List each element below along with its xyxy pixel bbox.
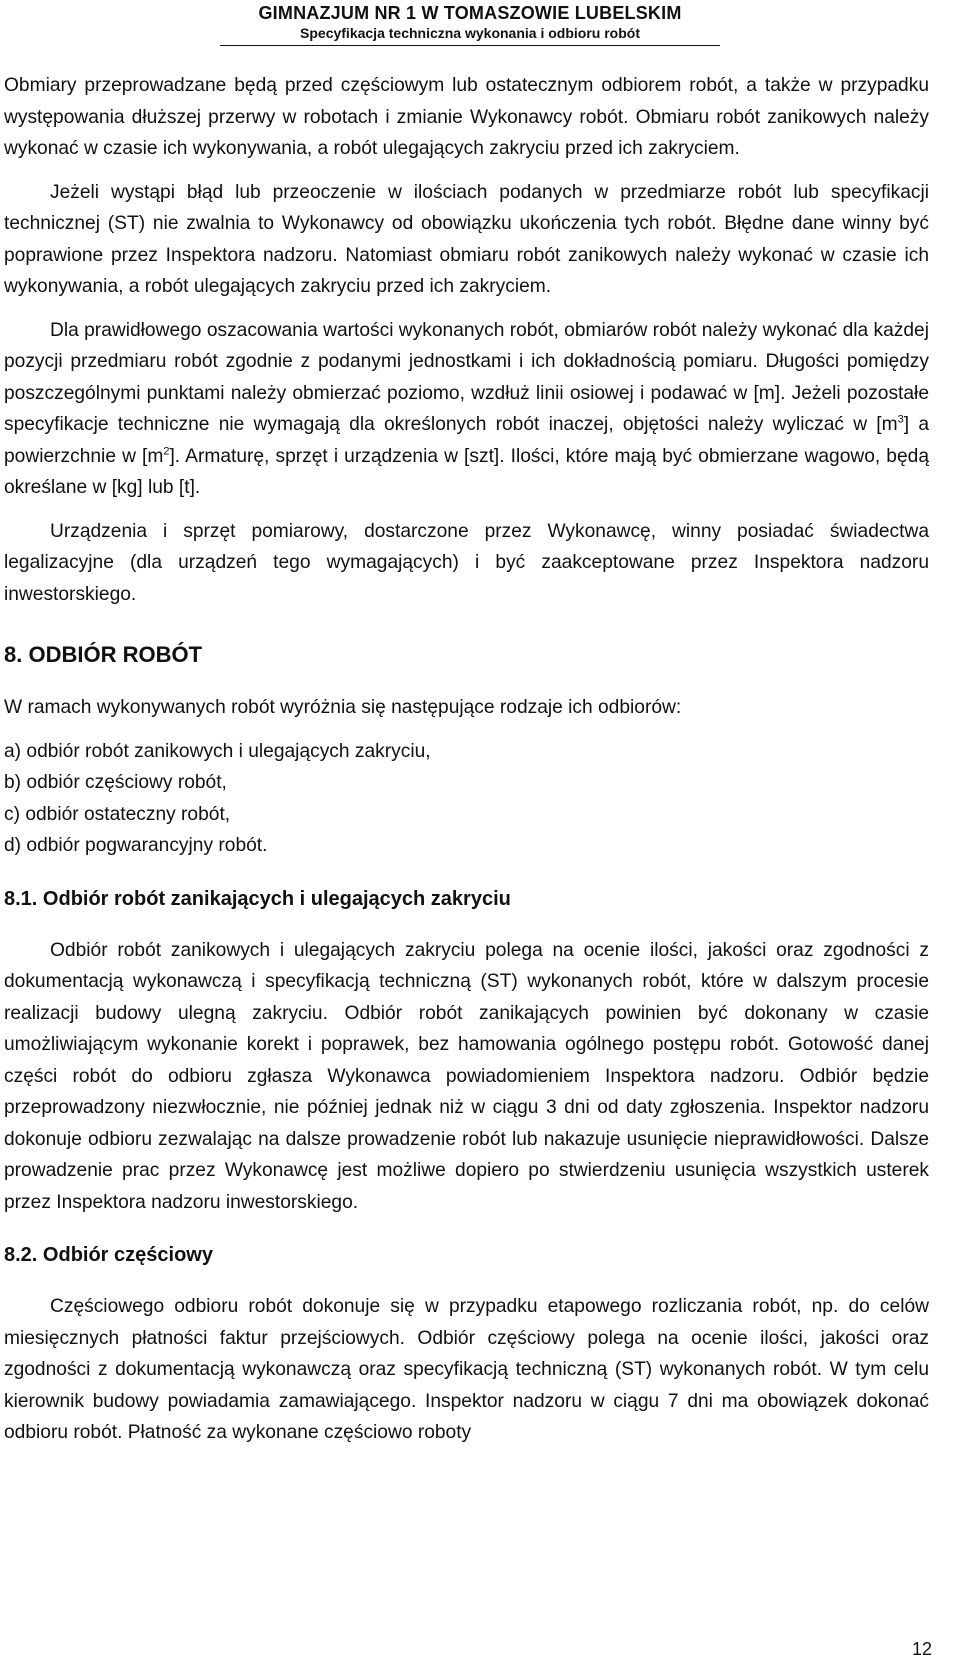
paragraph-errors-in-quantities: Jeżeli wystąpi błąd lub przeoczenie w ilościach podanych w przedmiarze robót lub specyfikacji technicznej (ST) nie zwalnia to Wykonawcy od obowiązku ukończenia tych robót. Błędne dane winny być poprawione przez Inspektora nadzoru. Natomiast obmiaru robót zanikowych należy wykonać w czasie ich wykonywania, a robót ulegających zakryciu przed ich zakryciem. bbox=[4, 181, 929, 297]
paragraph-acceptance-types-intro: W ramach wykonywanych robót wyróżnia się następujące rodzaje ich odbiorów: bbox=[4, 697, 682, 718]
list-item: b) odbiór częściowy robót, bbox=[4, 772, 227, 793]
page-number: 12 bbox=[911, 1639, 932, 1659]
list-item: d) odbiór pogwarancyjny robót. bbox=[4, 835, 268, 856]
header-school-name: GIMNAZJUM NR 1 W TOMASZOWIE LUBELSKIM bbox=[258, 3, 682, 23]
section-8-2-heading: 8.2. Odbiór częściowy bbox=[4, 1244, 213, 1266]
units-superscript-cubic: 3 bbox=[897, 413, 904, 426]
paragraph-measuring-equipment: Urządzenia i sprzęt pomiarowy, dostarczone przez Wykonawcę, winny posiadać świadectwa legalizacyjne (dla urządzeń tego wymagających) i być zaakceptowane przez Inspektora nadzoru inwestorskiego. bbox=[4, 520, 929, 605]
list-item: c) odbiór ostateczny robót, bbox=[4, 803, 231, 825]
list-item: a) odbiór robót zanikowych i ulegających zakryciu, bbox=[4, 740, 431, 762]
page-header bbox=[220, 2, 720, 46]
document-body bbox=[4, 70, 929, 1449]
section-8-1-heading: 8.1. Odbiór robót zanikających i ulegających zakryciu bbox=[4, 887, 511, 910]
acceptance-types-list bbox=[4, 736, 929, 862]
paragraph-measurement-units bbox=[4, 315, 929, 504]
paragraph-partial-acceptance: Częściowego odbioru robót dokonuje się w przypadku etapowego rozliczania robót, np. do celów miesięcznych płatności faktur przejściowych. Odbiór częściowy polega na ocenie ilości, jakości oraz zgodności z dokumentacją wykonawczą oraz specyfikacją techniczną (ST) wykonanych robót. W tym celu kierownik budowy powiadamia zamawiającego. Inspektor nadzoru w ciągu 7 dni ma obowiązek dokonać odbioru robót. Płatność za wykonane częściowo roboty bbox=[4, 1296, 929, 1443]
units-text-part-2: ] a powierzchnie w [m bbox=[4, 414, 929, 467]
section-8-heading: 8. ODBIÓR ROBÓT bbox=[4, 642, 203, 667]
paragraph-measurements-timing: Obmiary przeprowadzane będą przed częściowym lub ostatecznym odbiorem robót, a także w przypadku występowania dłuższej przerwy w robotach i zmianie Wykonawcy robót. Obmiaru robót zanikowych należy wykonać w czasie ich wykonywania, a robót ulegających zakryciu przed ich zakryciem. bbox=[4, 75, 929, 159]
header-spec-title: Specyfikacja techniczna wykonania i odbioru robót bbox=[220, 25, 720, 47]
units-text-part-3: ]. Armaturę, sprzęt i urządzenia w [szt]. Ilości, które mają być obmierzane wagowo, będą określane w [kg] lub [t]. bbox=[4, 445, 929, 498]
units-superscript-square: 2 bbox=[163, 445, 170, 458]
paragraph-covered-works-acceptance: Odbiór robót zanikowych i ulegających zakryciu polega na ocenie ilości, jakości oraz zgodności z dokumentacją wykonawczą i specyfikacją techniczną (ST) wykonanych robót, które w dalszym procesie realizacji budowy ulegną zakryciu. Odbiór robót zanikających powinien być dokonany w czasie umożliwiającym wykonanie korekt i poprawek, bez hamowania ogólnego postępu robót. Gotowość danej części robót do odbioru zgłasza Wykonawca powiadomieniem Inspektora nadzoru. Odbiór będzie przeprowadzony niezwłocznie, nie później jednak niż w ciągu 3 dni od daty zgłoszenia. Inspektor nadzoru dokonuje odbioru zezwalając na dalsze prowadzenie robót lub nakazuje usunięcie nieprawidłowości. Dalsze prowadzenie prac przez Wykonawcę jest możliwe dopiero po stwierdzeniu usunięcia wszystkich usterek przez Inspektora nadzoru inwestorskiego. bbox=[4, 939, 929, 1213]
units-text-part-1: Dla prawidłowego oszacowania wartości wykonanych robót, obmiarów robót należy wykonać dla każdej pozycji przedmiaru robót zgodnie z podanymi jednostkami i ich dokładnością pomiaru. Długości pomiędzy poszczególnymi punktami należy obmierzać poziomo, wzdłuż linii osiowej i podawać w [m]. Jeżeli pozostałe specyfikacje techniczne nie wymagają dla określonych robót inaczej, objętości należy wyliczać w [m bbox=[4, 319, 929, 435]
